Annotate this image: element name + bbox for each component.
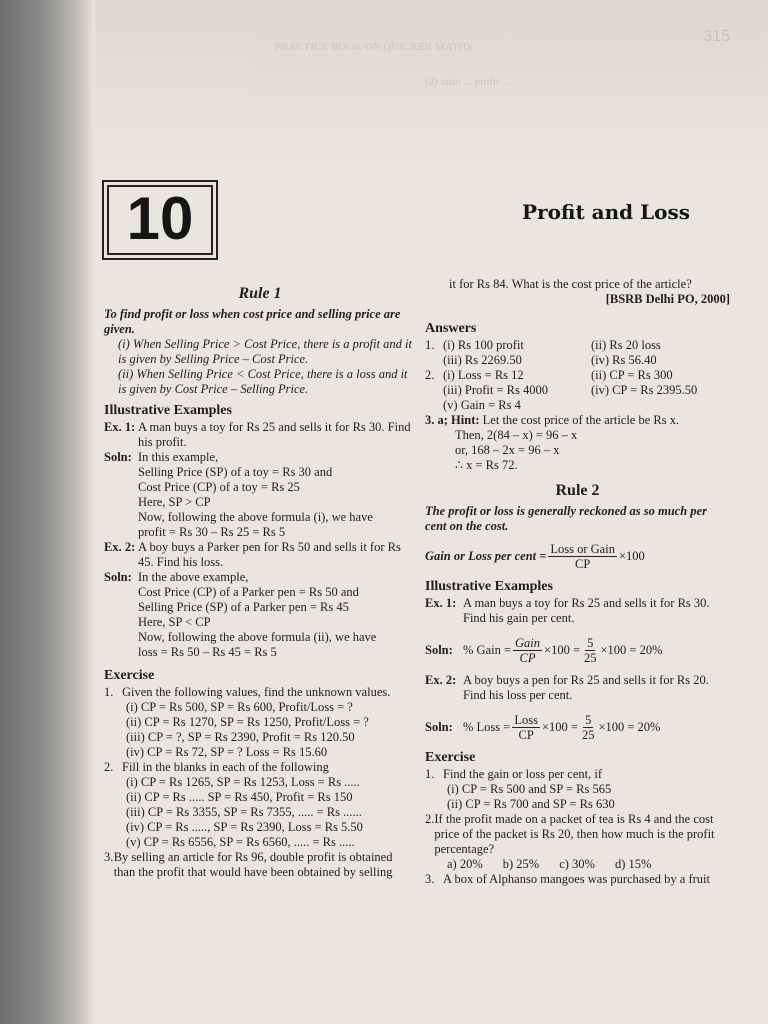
- q1-item: (ii) CP = Rs 1270, SP = Rs 1250, Profit/Loss = ?: [126, 715, 369, 729]
- q2-item: (iii) CP = Rs 3355, SP = Rs 7355, ..... = Rs ......: [126, 805, 362, 819]
- formula-denominator: CP: [575, 557, 591, 571]
- answer-3: [425, 413, 730, 428]
- e1-text: Find the gain or loss per cent, if: [443, 767, 602, 781]
- formula-fraction: [548, 542, 617, 571]
- frac-numerator: 5: [587, 636, 594, 650]
- r-exercise-q2: [425, 812, 730, 857]
- q2-number: 2.: [104, 760, 114, 774]
- e2-option: a) 20%: [447, 857, 483, 871]
- ans1-item: (i) Rs 100 profit: [443, 338, 524, 352]
- r-ex2: [425, 673, 730, 703]
- q3-text: By selling an article for Rs 96, double profit is obtained than the profit that would have been obtained by selling: [113, 850, 393, 879]
- formula-left: Gain or Loss per cent =: [425, 549, 547, 563]
- illustrative-heading: Illustrative Examples: [104, 403, 232, 418]
- e2-option: b) 25%: [502, 857, 540, 871]
- q2-item: (i) CP = Rs 1265, SP = Rs 1253, Loss = Rs .....: [126, 775, 360, 789]
- ans1-row: [443, 338, 661, 353]
- e1-item: (i) CP = Rs 500 and SP = Rs 565: [447, 782, 612, 796]
- r-soln2-mid: ×100 =: [541, 720, 578, 734]
- exercise-heading: Exercise: [104, 668, 155, 683]
- soln1-line: Cost Price (CP) of a toy = Rs 25: [138, 480, 300, 494]
- exercise-q2: [104, 760, 416, 775]
- soln1-line: In this example,: [138, 450, 219, 464]
- q3-number: 3.: [104, 850, 114, 864]
- soln1: [104, 450, 416, 540]
- soln1-line: profit = Rs 30 – Rs 25 = Rs 5: [138, 525, 286, 539]
- frac-denominator: CP: [519, 651, 536, 665]
- q2-item: (v) CP = Rs 6556, SP = Rs 6560, ..... = Rs .....: [126, 835, 355, 849]
- r-ex1: [425, 596, 730, 626]
- soln2-line: Cost Price (CP) of a Parker pen = Rs 50 and: [138, 585, 359, 599]
- soln2: [104, 570, 416, 660]
- rule2-title: Rule 2: [555, 482, 600, 499]
- left-column: [104, 286, 416, 880]
- formula-tail: ×100: [618, 549, 645, 563]
- q3-source: [BSRB Delhi PO, 2000]: [605, 292, 730, 306]
- soln2-line: loss = Rs 50 – Rs 45 = Rs 5: [138, 645, 277, 659]
- ans2-item: (iii) Profit = Rs 4000: [443, 383, 548, 397]
- r-ex2-label: Ex. 2:: [425, 673, 457, 687]
- ex1: [104, 420, 416, 450]
- q2-item: (iv) CP = Rs ....., SP = Rs 2390, Loss = Rs 5.50: [126, 820, 363, 834]
- rule1-description: To find profit or loss when cost price and selling price are given.: [104, 307, 401, 336]
- r-soln1-mid: ×100 =: [544, 643, 580, 657]
- ans2-item: (v) Gain = Rs 4: [443, 398, 521, 412]
- e2-option: d) 15%: [614, 857, 652, 871]
- r-soln1-label: Soln:: [425, 643, 453, 657]
- e2-options: [425, 857, 730, 872]
- right-column: [425, 277, 730, 887]
- ex2-label: Ex. 2:: [104, 540, 136, 554]
- e2-option: c) 30%: [559, 857, 595, 871]
- rule2-description: The profit or loss is generally reckoned as so much per cent on the cost.: [425, 504, 707, 533]
- soln1-label: Soln:: [104, 450, 132, 464]
- q2-item: (ii) CP = Rs ..... SP = Rs 450, Profit = Rs 150: [126, 790, 353, 804]
- bleed-through-area: PRACTICE BOOK ON QUICKER MATHS (2) ratio ... profit ... 315: [95, 0, 768, 180]
- e2-number: 2.: [425, 812, 435, 826]
- r-soln1-frac2: [582, 636, 599, 665]
- ans3-line: ∴ x = Rs 72.: [455, 458, 518, 472]
- exercise-q3: [104, 850, 416, 880]
- e2-text: If the profit made on a packet of tea is Rs 4 and the cost price of the packet is Rs 20, then how much is the profit percentage?: [434, 812, 715, 856]
- soln1-line: Here, SP > CP: [138, 495, 211, 509]
- r-soln1-tail: ×100 = 20%: [600, 643, 663, 657]
- ans2-item: (ii) CP = Rs 300: [591, 368, 673, 382]
- chapter-number: 10: [126, 185, 194, 252]
- r-soln2-label: Soln:: [425, 720, 453, 734]
- q1-item: (i) CP = Rs 500, SP = Rs 600, Profit/Loss = ?: [126, 700, 353, 714]
- r-ex2-text: A boy buys a pen for Rs 25 and sells it for Rs 20. Find his loss per cent.: [463, 673, 709, 702]
- illustrative-heading-2: Illustrative Examples: [425, 579, 553, 594]
- exercise-q1: [104, 685, 416, 700]
- frac-denominator: 25: [584, 651, 597, 665]
- q1-number: 1.: [104, 685, 114, 699]
- ex2-text: A boy buys a Parker pen for Rs 50 and sells it for Rs 45. Find his loss.: [138, 540, 401, 569]
- answers-heading: Answers: [425, 321, 477, 336]
- ans1-row: [443, 353, 661, 368]
- rule1-case-ii: (ii) When Selling Price < Cost Price, there is a loss and it is given by Cost Price – Selling Price.: [118, 367, 408, 396]
- q1-item: (iii) CP = ?, SP = Rs 2390, Profit = Rs 120.50: [126, 730, 355, 744]
- e1-number: 1.: [425, 767, 435, 781]
- book-spine-shadow: [0, 0, 95, 1024]
- soln1-line: Selling Price (SP) of a toy = Rs 30 and: [138, 465, 333, 479]
- chapter-number-box: [102, 180, 218, 260]
- ans2-item: (i) Loss = Rs 12: [443, 368, 524, 382]
- r-exercise-q1: [425, 767, 730, 782]
- rule2-formula: [425, 542, 730, 571]
- q1-text: Given the following values, find the unknown values.: [122, 685, 391, 699]
- formula-numerator: Loss or Gain: [550, 542, 615, 556]
- chapter-title: Profit and Loss: [522, 200, 691, 224]
- r-ex1-text: A man buys a toy for Rs 25 and sells it for Rs 30. Find his gain per cent.: [463, 596, 710, 625]
- ans1-item: (iv) Rs 56.40: [591, 353, 657, 367]
- ans2-number: 2.: [425, 368, 435, 382]
- frac-numerator: 5: [585, 713, 592, 727]
- rule1-case-i: (i) When Selling Price > Cost Price, there is a profit and it is given by Selling Price – Cost Price.: [118, 337, 412, 366]
- r-soln2-pre: % Loss =: [463, 720, 511, 734]
- ex1-text: A man buys a toy for Rs 25 and sells it for Rs 30. Find his profit.: [138, 420, 411, 449]
- soln2-line: Selling Price (SP) of a Parker pen = Rs 45: [138, 600, 349, 614]
- frac-denominator: 25: [581, 728, 595, 742]
- answer-2: [425, 368, 730, 413]
- ans2-item: (iv) CP = Rs 2395.50: [591, 383, 698, 397]
- q3-continued: it for Rs 84. What is the cost price of the article?: [449, 277, 692, 291]
- e3-text: A box of Alphanso mangoes was purchased by a fruit: [443, 872, 710, 886]
- r-ex1-label: Ex. 1:: [425, 596, 457, 610]
- ans2-row: [443, 368, 697, 383]
- ans3-hint: Hint:: [451, 413, 480, 427]
- ans3-label: 3. a;: [425, 413, 448, 427]
- r-soln2-frac1: [512, 713, 540, 742]
- ans3-text: Let the cost price of the article be Rs x.: [482, 413, 680, 427]
- frac-denominator: CP: [518, 728, 534, 742]
- ans1-item: (ii) Rs 20 loss: [591, 338, 661, 352]
- r-soln2-frac2: [580, 713, 597, 742]
- bleed-through-page-number: 315: [703, 28, 730, 45]
- e3-number: 3.: [425, 872, 435, 886]
- ans3-line: or, 168 – 2x = 96 – x: [455, 443, 560, 457]
- answer-1: [425, 338, 730, 368]
- soln1-line: Now, following the above formula (i), we have: [138, 510, 373, 524]
- exercise-heading-2: Exercise: [425, 750, 476, 765]
- r-soln1-frac1: [513, 636, 542, 665]
- soln2-line: In the above example,: [138, 570, 249, 584]
- ex1-label: Ex. 1:: [104, 420, 136, 434]
- r-soln1: [425, 636, 730, 665]
- r-soln2-tail: ×100 = 20%: [598, 720, 661, 734]
- frac-numerator: Loss: [514, 713, 538, 727]
- ex2: [104, 540, 416, 570]
- q2-text: Fill in the blanks in each of the following: [122, 760, 329, 774]
- q1-item: (iv) CP = Rs 72, SP = ? Loss = Rs 15.60: [126, 745, 328, 759]
- r-exercise-q3: [425, 872, 730, 887]
- frac-numerator: Gain: [515, 636, 541, 650]
- ans3-line: Then, 2(84 – x) = 96 – x: [455, 428, 578, 442]
- r-soln1-pre: % Gain =: [463, 643, 512, 657]
- ans2-row: [443, 383, 697, 398]
- ans1-item: (iii) Rs 2269.50: [443, 353, 522, 367]
- e1-item: (ii) CP = Rs 700 and SP = Rs 630: [447, 797, 615, 811]
- soln2-line: Here, SP < CP: [138, 615, 211, 629]
- r-soln2: [425, 713, 730, 742]
- ans1-number: 1.: [425, 338, 435, 352]
- rule1-title: Rule 1: [238, 285, 282, 302]
- soln2-line: Now, following the above formula (ii), we have: [138, 630, 377, 644]
- soln2-label: Soln:: [104, 570, 132, 584]
